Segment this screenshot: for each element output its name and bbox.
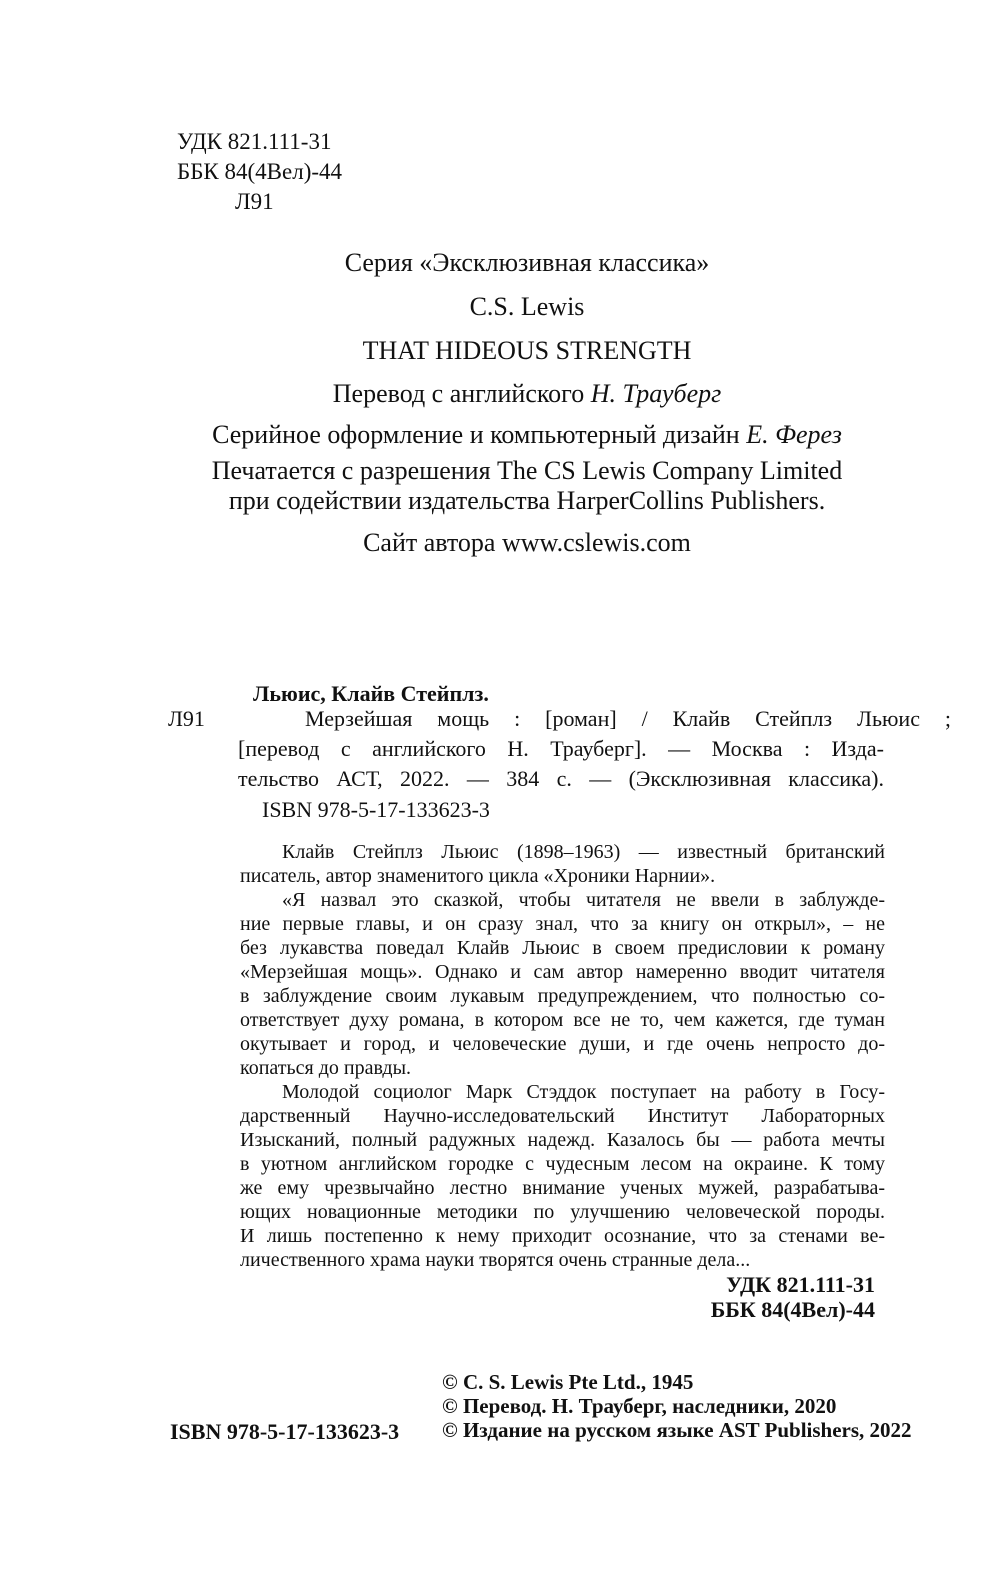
bbk-number: ББК 84(4Вел)-44 — [710, 1297, 875, 1322]
bbk-number: ББК 84(4Вел)-44 — [177, 159, 343, 184]
text-line: окутывает и город, и человеческие души, и где очень непросто до- — [240, 1033, 885, 1055]
translator-name: Н. Трауберг — [590, 379, 722, 408]
text-line: в заблуждение своим лукавым предупреждением, что полностью со- — [240, 985, 885, 1007]
series-title: Серия «Эксклюзивная классика» — [344, 248, 710, 277]
text-line: при содействии издательства HarperCollins Publishers. — [228, 486, 826, 515]
author-name: C.S. Lewis — [469, 292, 585, 321]
text-line: Изысканий, полный радужных надежд. Казалось бы — работа мечты — [240, 1129, 885, 1151]
design-credit-prefix: Серийное оформление и компьютерный дизайн — [212, 420, 747, 449]
text-line: «Мерзейшая мощь». Однако и сам автор намеренно вводит читателя — [240, 961, 885, 983]
annotation-text — [240, 840, 885, 1272]
author-sign-code: Л91 — [235, 189, 274, 214]
isbn-number: ISBN 978-5-17-133623-3 — [262, 797, 490, 822]
classification-bottom — [711, 1272, 875, 1322]
text-line: Молодой социолог Марк Стэддок поступает на работу в Госу- — [282, 1081, 885, 1103]
classification-top — [177, 127, 342, 217]
text-line: без лукавства поведал Клайв Льюис в своем предисловии к роману — [240, 937, 885, 959]
text-line: ние первые главы, и он сразу знал, что за книгу он открыл», – не — [240, 913, 885, 935]
text-line: Клайв Стейплз Льюис (1898–1963) — известный британский — [282, 841, 885, 863]
permission-note — [170, 456, 884, 516]
annotation-paragraph — [240, 888, 885, 1080]
copyright-block — [442, 1370, 912, 1442]
isbn-number: ISBN 978-5-17-133623-3 — [170, 1419, 400, 1444]
text-line: в уютном английском городке с чудесным лесом на окраине. К тому — [240, 1153, 885, 1175]
original-title: THAT HIDEOUS STRENGTH — [362, 336, 692, 365]
udk-number: УДК 821.111-31 — [177, 129, 332, 154]
author-sign-code: Л91 — [168, 706, 205, 731]
text-line: ющих новационные методики по улучшению человеческой породы. — [240, 1201, 885, 1223]
text-line: же ему чрезвычайно лестно внимание ученых мужей, разрабатыва- — [240, 1177, 885, 1199]
author-website: Сайт автора www.cslewis.com — [363, 528, 691, 557]
text-line: «Я назвал это сказкой, чтобы читателя не ввели в заблужде- — [282, 889, 885, 911]
text-line: копаться до правды. — [240, 1057, 412, 1079]
text-line: Печатается с разрешения The CS Lewis Company Limited — [211, 456, 843, 485]
biblio-line: тельство АСТ, 2022. — 384 с. — (Эксклюзивная классика). — [238, 766, 884, 791]
designer-name: Е. Ферез — [746, 420, 842, 449]
text-line: ответствует духу романа, в котором все не то, чем кажется, где туман — [240, 1009, 885, 1031]
biblio-author-heading: Льюис, Клайв Стейплз. — [253, 681, 489, 706]
text-line: © Перевод. Н. Трауберг, наследники, 2020 — [442, 1394, 837, 1418]
biblio-line: Мерзейшая мощь : [роман] / Клайв Стейплз Льюис ; — [305, 706, 951, 731]
text-line: © Издание на русском языке AST Publishers, 2022 — [442, 1418, 912, 1442]
annotation-paragraph — [240, 1080, 885, 1272]
text-line: И лишь постепенно к нему приходит осознание, что за стенами ве- — [240, 1225, 885, 1247]
design-credit — [170, 420, 884, 450]
text-line: дарственный Научно-исследовательский Институт Лабораторных — [240, 1105, 885, 1127]
translation-credit-prefix: Перевод с английского — [332, 379, 591, 408]
text-line: писатель, автор знаменитого цикла «Хроники Нарнии». — [240, 865, 716, 887]
text-line: личественного храма науки творятся очень странные дела... — [240, 1249, 751, 1271]
text-line: © C. S. Lewis Pte Ltd., 1945 — [442, 1370, 694, 1394]
biblio-line: [перевод с английского Н. Трауберг]. — Москва : Изда- — [238, 736, 884, 761]
translation-credit — [170, 379, 884, 409]
udk-number: УДК 821.111-31 — [726, 1272, 875, 1297]
annotation-paragraph — [240, 840, 885, 888]
